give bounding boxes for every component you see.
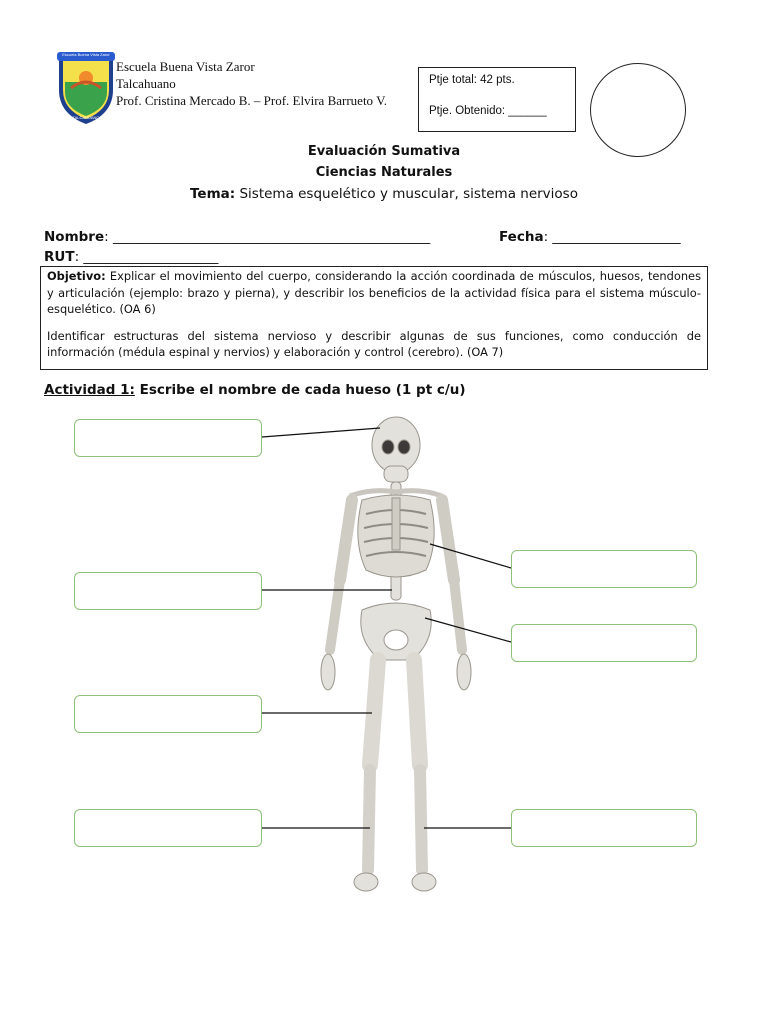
name-label: Nombre (44, 229, 105, 245)
left-humerus (340, 500, 352, 580)
left-hand (321, 654, 335, 690)
rut-line[interactable]: : ____________________ (74, 249, 219, 265)
logo-bottom-text: TALCAHUANO (72, 115, 100, 120)
date-label: Fecha (499, 229, 544, 245)
teachers-names: Prof. Cristina Mercado B. – Prof. Elvira Barrueto V. (116, 93, 388, 108)
right-tibia (420, 770, 422, 870)
topic-label: Tema: (190, 186, 236, 202)
title-evaluation: Evaluación Sumativa (307, 144, 461, 159)
date-line[interactable]: : ___________________ (543, 229, 681, 245)
activity-label: Actividad 1: (44, 382, 135, 398)
left-foot (354, 873, 378, 891)
leader-line-pelvis (425, 618, 511, 642)
school-city: Talcahuano (116, 76, 176, 91)
right-forearm (454, 580, 462, 650)
jaw (384, 466, 408, 482)
leader-line-skull (262, 428, 380, 437)
answer-box-ribs[interactable] (511, 550, 697, 588)
objective-text-1: Explicar el movimiento del cuerpo, considerando la acción coordinada de músculos, huesos, tendones y articulación (ejemplo: brazo y pierna), y describir los beneficios de la actividad física para el sistema músculo-esquelético. (OA 6) (47, 269, 701, 317)
right-foot (412, 873, 436, 891)
topic-text: Sistema esquelético y muscular, sistema nervioso (235, 186, 578, 202)
left-tibia (368, 770, 370, 870)
skull (372, 417, 420, 473)
score-obtained[interactable]: Ptje. Obtenido: ______ (429, 105, 547, 117)
answer-box-femur[interactable] (74, 695, 262, 733)
name-line[interactable]: : _______________________________________________ (104, 229, 431, 245)
objective-paragraph-2: Identificar estructuras del sistema nervioso y describir algunas de sus funciones, como conducción de información (médula espinal y nervios) y elaboración y control (cerebro). (OA 7) (47, 328, 701, 360)
answer-box-skull[interactable] (74, 419, 262, 457)
answer-box-pelvis[interactable] (511, 624, 697, 662)
rut-label: RUT (44, 249, 75, 265)
score-total: Ptje total: 42 pts. (429, 74, 515, 86)
answer-box-fibula[interactable] (511, 809, 697, 847)
school-name: Escuela Buena Vista Zaror (116, 59, 255, 74)
logo-banner-text: Escuela Buena Vista Zaror (62, 52, 110, 57)
right-femur (414, 660, 420, 765)
objective-label: Objetivo: (47, 269, 106, 283)
right-hand (457, 654, 471, 690)
title-subject: Ciencias Naturales (315, 165, 453, 180)
leader-line-ribs (430, 544, 511, 568)
answer-box-tibia[interactable] (74, 809, 262, 847)
answer-box-spine[interactable] (74, 572, 262, 610)
right-humerus (442, 500, 454, 580)
activity-text: Escribe el nombre de cada hueso (1 pt c/u) (134, 382, 466, 398)
